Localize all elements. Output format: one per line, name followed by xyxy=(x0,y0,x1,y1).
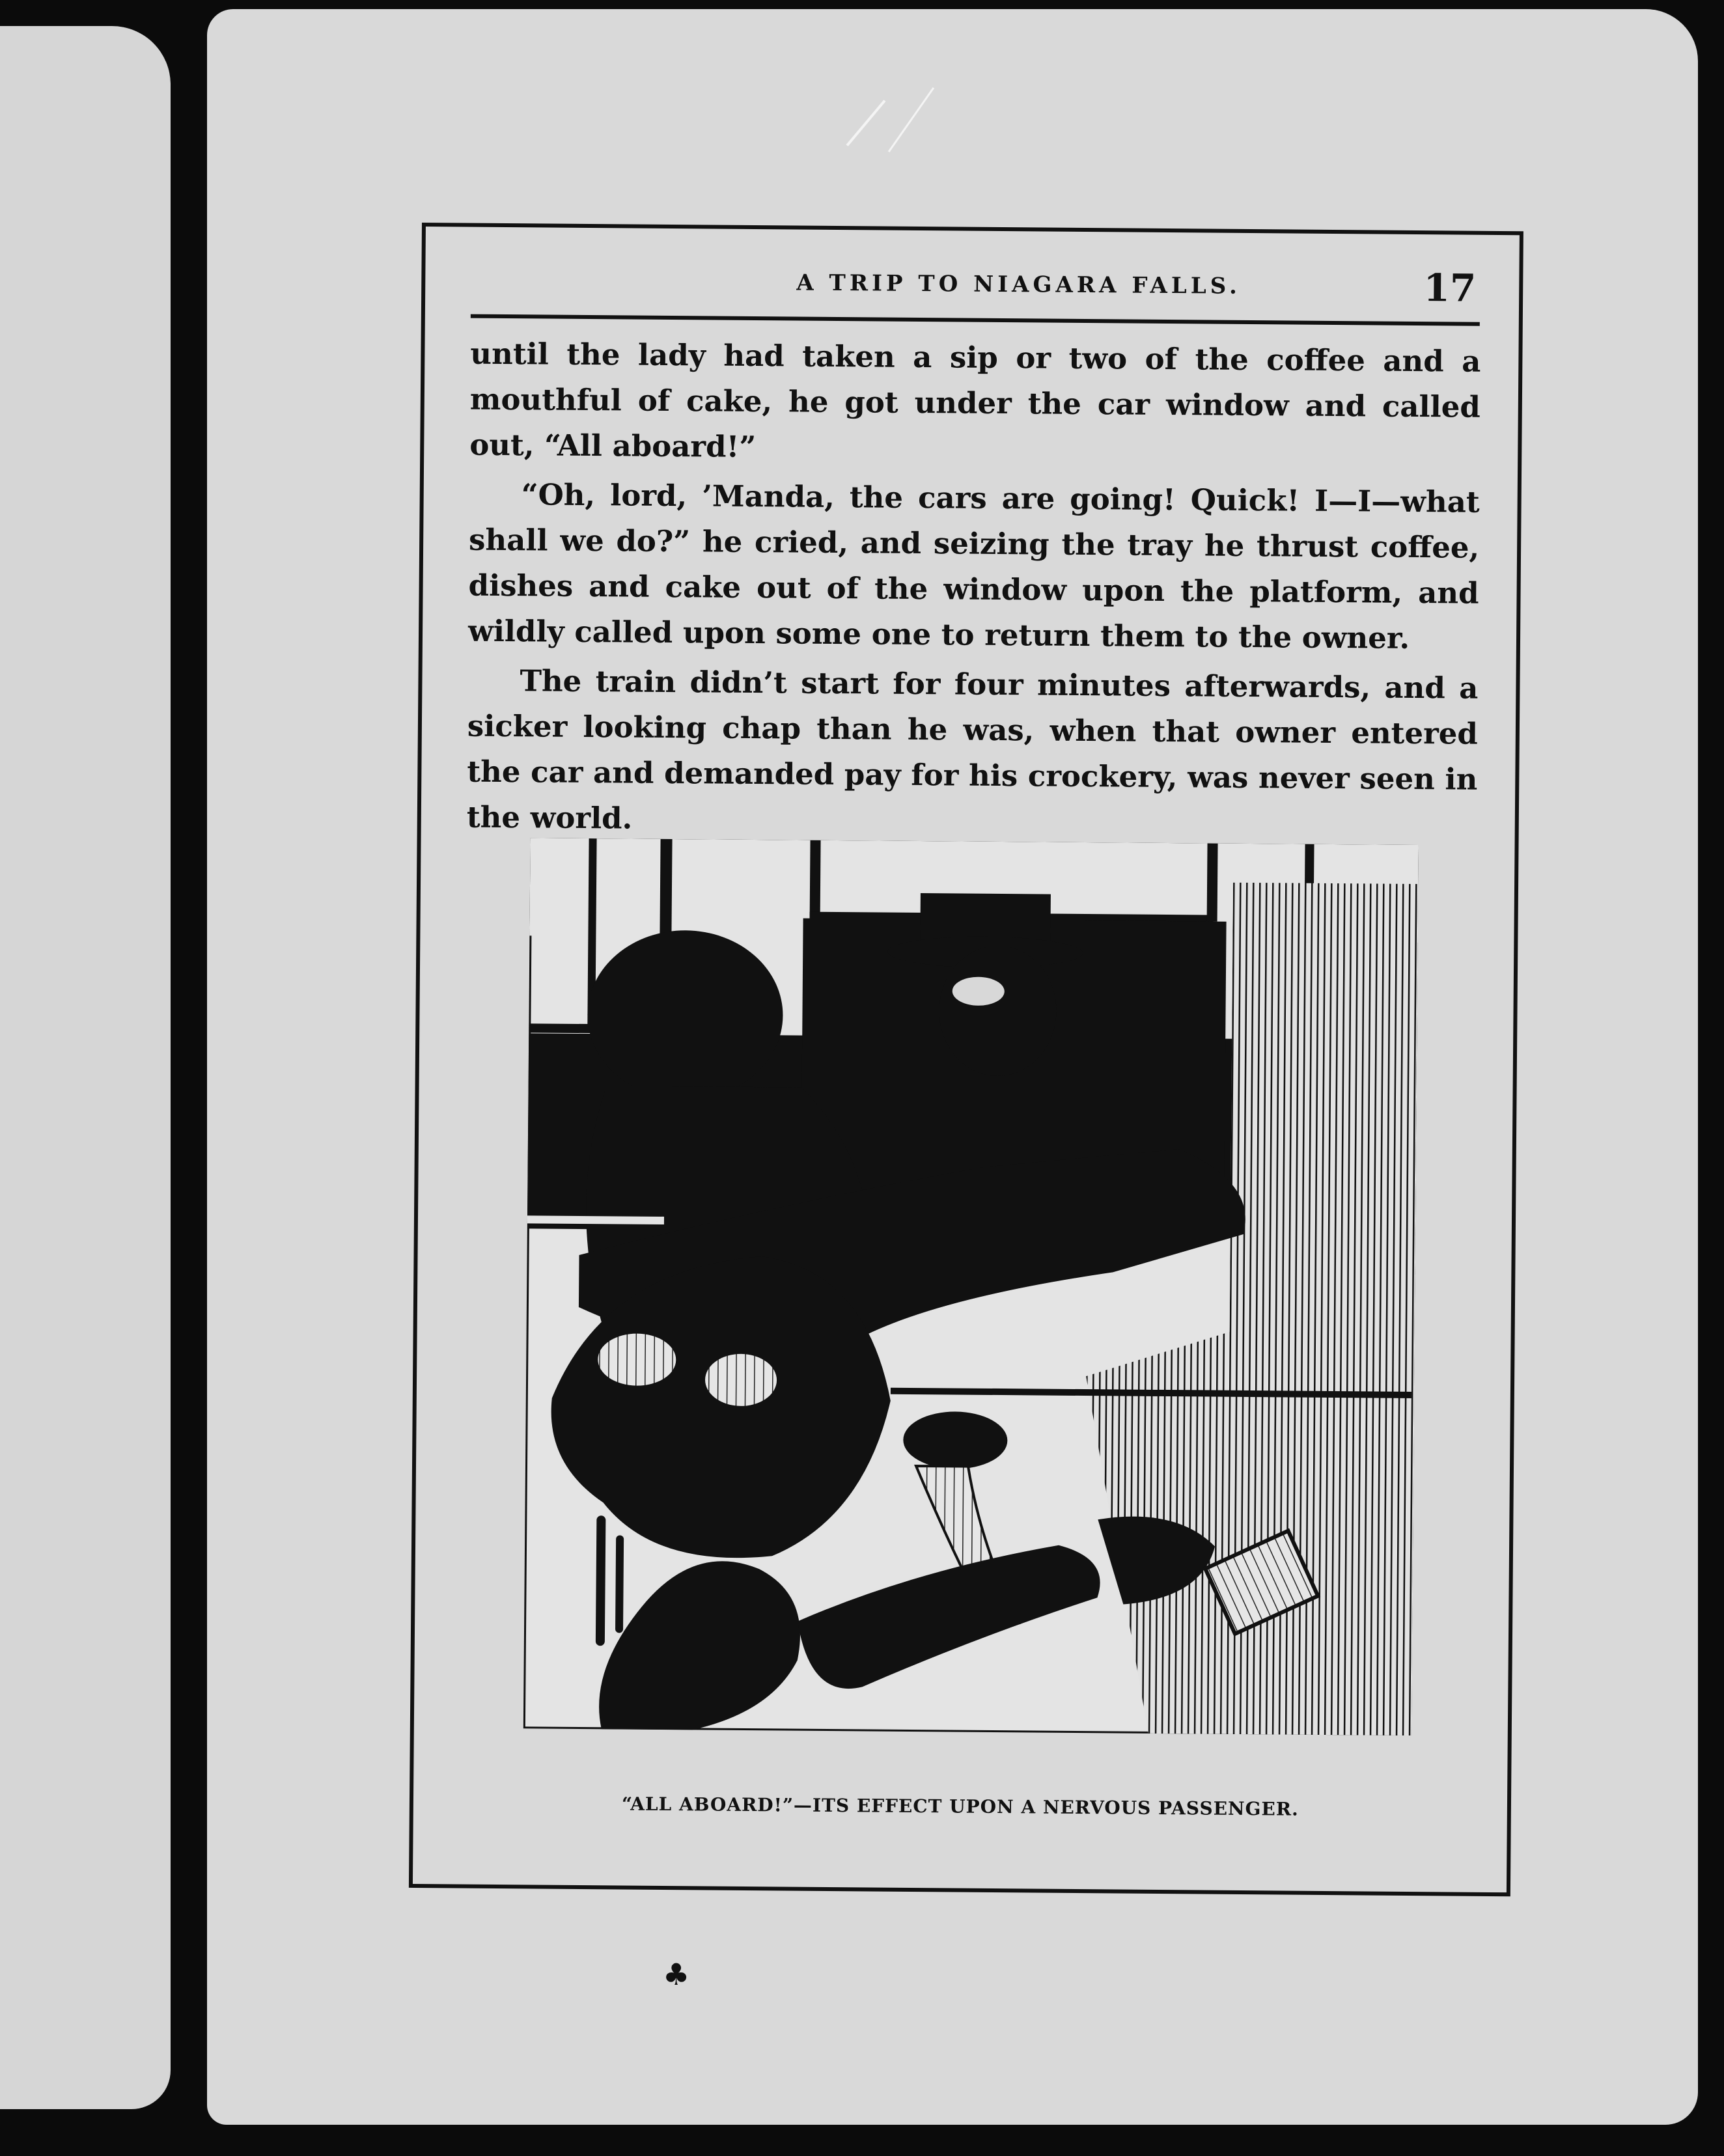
facing-page-edge xyxy=(0,26,171,2109)
running-head xyxy=(471,258,1481,318)
page-scratch xyxy=(888,87,934,152)
engraving-illustration xyxy=(523,838,1419,1735)
body-text xyxy=(467,331,1481,852)
running-title: A TRIP TO NIAGARA FALLS. xyxy=(796,270,1242,299)
paragraph: until the lady had taken a sip or two of the coffee and a mouthful of cake, he got under the car window and called out, “All aboard!” xyxy=(469,336,1481,465)
page-scratch xyxy=(846,100,886,146)
paragraph: The train didn’t start for four minutes afterwards, and a sicker looking chap than he was, when that owner entered the car and demanded pay for his crockery, was never seen in the world. xyxy=(466,663,1479,836)
page-frame xyxy=(409,223,1523,1896)
engraving-image xyxy=(523,838,1419,1735)
page-number: 17 xyxy=(1423,266,1477,311)
paragraph: “Oh, lord, ’Manda, the cars are going! Quick! I—I—what shall we do?” he cried, and seizing the tray he thrust coffee, dishes and cake out of the window upon the platform, and wildly called upon some one to return them to the owner. xyxy=(467,477,1480,656)
illustration-caption: “ALL ABOARD!”—ITS EFFECT UPON A NERVOUS PASSENGER. xyxy=(621,1793,1299,1820)
printer-ornament: ♣ xyxy=(663,1957,690,1992)
